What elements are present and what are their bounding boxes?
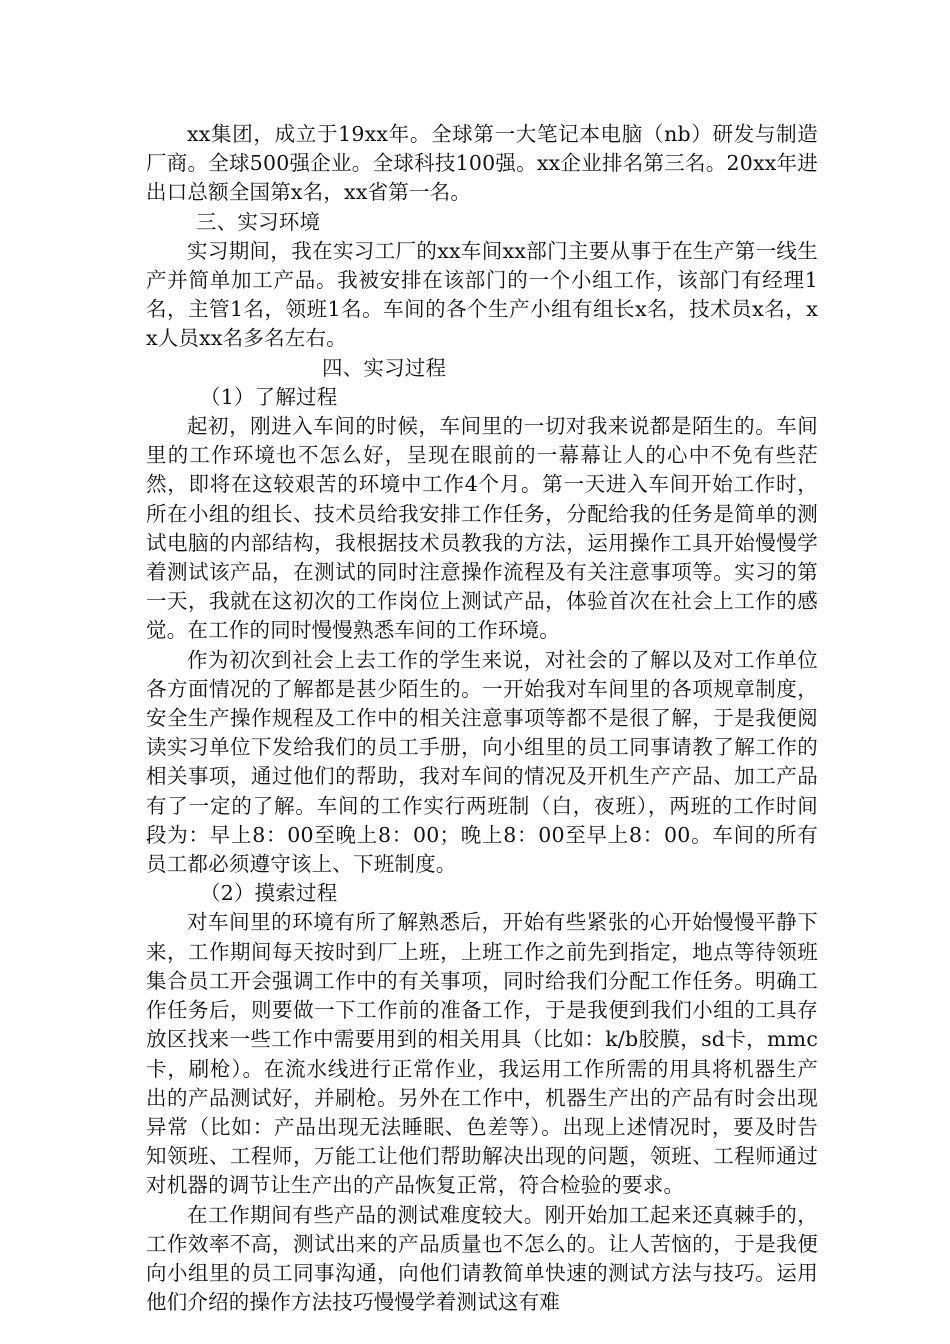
paragraph-learning-rules: 作为初次到社会上去工作的学生来说，对社会的了解以及对工作单位各方面情况的了解都是甚少陌生的。一开始我对车间里的各项规章制度，安全生产操作规程及工作中的相关注意事项等都不是很了解，于是我便阅读实习单位下发给我们的员工手册，向小组里的员工同事请教了解工作的相关事项，通过他们的帮助，我对车间的情况及开机生产产品、加工产品有了一定的了解。车间的工作实行两班制（白，夜班），两班的工作时间段为：早上8：00至晚上8：00；晚上8：00至早上8：00。车间的所有员工都必须遵守该上、下班制度。 xyxy=(146,647,818,877)
subheading-exploring-process: （2）摸索过程 xyxy=(200,881,338,906)
section-heading-internship-process: 四、实习过程 xyxy=(322,355,447,380)
paragraph-environment: 实习期间，我在实习工厂的xx车间xx部门主要从事于在生产第一线生产并简单加工产品。我被安排在该部门的一个小组工作，该部门有经理1名，主管1名，领班1名。车间的各个生产小组有组长x名，技术员x名，xx人员xx名多名左右。 xyxy=(146,238,818,351)
section-heading-internship-environment: 三、实习环境 xyxy=(196,209,321,234)
document-body xyxy=(146,120,818,1317)
paragraph-first-days: 起初，刚进入车间的时候，车间里的一切对我来说都是陌生的。车间里的工作环境也不怎么好，呈现在眼前的一幕幕让人的心中不免有些茫然，即将在这较艰苦的环境中工作4个月。第一天进入车间开始工作时，所在小组的组长、技术员给我安排工作任务，分配给我的任务是简单的测试电脑的内部结构，我根据技术员教我的方法，运用操作工具开始慢慢学着测试该产品，在测试的同时注意操作流程及有关注意事项等。实习的第一天，我就在这初次的工作岗位上测试产品，体验首次在社会上工作的感觉。在工作的同时慢慢熟悉车间的工作环境。 xyxy=(146,414,818,643)
paragraph-daily-work: 对车间里的环境有所了解熟悉后，开始有些紧张的心开始慢慢平静下来，工作期间每天按时到厂上班，上班工作之前先到指定，地点等待领班集合员工开会强调工作中的有关事项，同时给我们分配工作任务。明确工作任务后，则要做一下工作前的准备工作，于是我便到我们小组的工具存放区找来一些工作中需要用到的相关用具（比如：k/b胶膜，sd卡，mmc卡，刷枪）。在流水线进行正常作业，我运用工作所需的用具将机器生产出的产品测试好，并刷枪。另外在工作中，机器生产出的产品有时会出现异常（比如：产品出现无法睡眠、色差等）。出现上述情况时，要及时告知领班、工程师，万能工让他们帮助解决出现的问题，领班、工程师通过对机器的调节让生产出的产品恢复正常，符合检验的要求。 xyxy=(146,910,818,1198)
subheading-understanding-process: （1）了解过程 xyxy=(200,384,338,409)
paragraph-company-intro: xx集团，成立于19xx年。全球第一大笔记本电脑（nb）研发与制造厂商。全球500强企业。全球科技100强。xx企业排名第三名。20xx年进出口总额全国第x名，xx省第一名。 xyxy=(146,122,818,205)
paragraph-difficult-testing: 在工作期间有些产品的测试难度较大。刚开始加工起来还真棘手的，工作效率不高，测试出来的产品质量也不怎么的。让人苦恼的，于是我便向小组里的员工同事沟通，向他们请教简单快速的测试方法与技巧。运用他们介绍的操作方法技巧慢慢学着测试这有难 xyxy=(146,1202,818,1315)
